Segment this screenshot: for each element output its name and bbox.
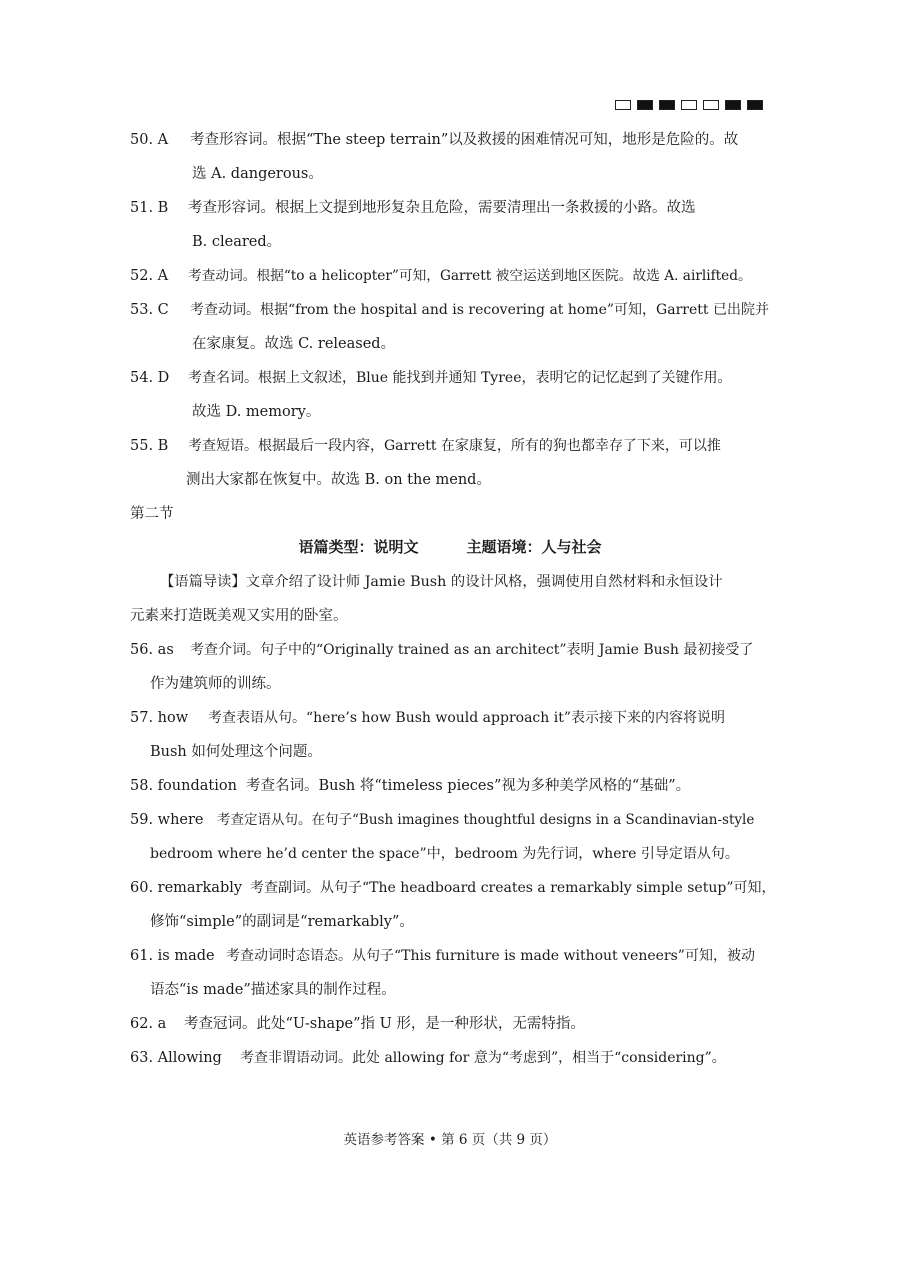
answer-number: 60. remarkably bbox=[130, 880, 243, 896]
answer-item bbox=[130, 708, 725, 728]
answer-number: 54. D bbox=[130, 370, 170, 386]
answer-explanation-continued: 修饰“simple”的副词是“remarkably”。 bbox=[150, 914, 414, 930]
passage-intro: 【语篇导读】文章介绍了设计师 Jamie Bush 的设计风格，强调使用自然材料和永恒设计 bbox=[160, 574, 723, 590]
page-footer: 英语参考答案 • 第 6 页（共 9 页） bbox=[343, 1132, 557, 1148]
answer-explanation-continued: 语态“is made”描述家具的制作过程。 bbox=[150, 982, 396, 998]
answer-number: 52. A bbox=[130, 268, 169, 284]
header-marks bbox=[615, 100, 763, 110]
answer-number: 56. as bbox=[130, 642, 174, 658]
answer-number: 61. is made bbox=[130, 948, 215, 964]
answer-explanation: 考查名词。根据上文叙述，Blue 能找到并通知 Tyree，表明它的记忆起到了关键作用。 bbox=[188, 370, 732, 386]
answer-explanation: 考查非谓语动词。此处 allowing for 意为“考虑到”，相当于“considering”。 bbox=[240, 1050, 726, 1066]
answer-item bbox=[130, 946, 755, 966]
answer-number: 51. B bbox=[130, 200, 169, 216]
answer-explanation: 考查表语从句。“here’s how Bush would approach it”表示接下来的内容将说明 bbox=[208, 710, 725, 726]
answer-item bbox=[130, 810, 755, 830]
header-mark bbox=[615, 100, 631, 110]
answer-explanation: 考查介词。句子中的“Originally trained as an architect”表明 Jamie Bush 最初接受了 bbox=[190, 642, 754, 658]
passage-type: 语篇类型：说明文 bbox=[298, 538, 419, 556]
answer-item bbox=[130, 1014, 585, 1034]
answer-explanation-continued: 测出大家都在恢复中。故选 B. on the mend。 bbox=[186, 472, 491, 488]
answer-item bbox=[130, 878, 776, 898]
answer-number: 50. A bbox=[130, 132, 169, 148]
answer-explanation-continued: B. cleared。 bbox=[192, 234, 282, 250]
answer-explanation: 考查冠词。此处“U-shape”指 U 形，是一种形状，无需特指。 bbox=[184, 1016, 585, 1032]
answer-explanation-continued: Bush 如何处理这个问题。 bbox=[150, 744, 322, 760]
answer-item bbox=[130, 368, 732, 388]
answer-number: 55. B bbox=[130, 438, 169, 454]
answer-item bbox=[130, 130, 739, 150]
section-title: 第二节 bbox=[130, 506, 174, 522]
answer-number: 62. a bbox=[130, 1016, 167, 1032]
answer-explanation-continued: 选 A. dangerous。 bbox=[192, 166, 323, 182]
answer-explanation-continued: 在家康复。故选 C. released。 bbox=[192, 336, 396, 352]
answer-explanation: 考查形容词。根据上文提到地形复杂且危险，需要清理出一条救援的小路。故选 bbox=[188, 200, 696, 216]
passage-intro-continued: 元素来打造既美观又实用的卧室。 bbox=[130, 608, 348, 624]
answer-explanation: 考查短语。根据最后一段内容，Garrett 在家康复，所有的狗也都幸存了下来，可以推 bbox=[188, 438, 721, 454]
header-mark bbox=[747, 100, 763, 110]
answer-item bbox=[130, 198, 696, 218]
answer-explanation: 考查定语从句。在句子“Bush imagines thoughtful designs in a Scandinavian-style bbox=[217, 812, 755, 828]
answer-item bbox=[130, 300, 769, 320]
answer-number: 57. how bbox=[130, 710, 189, 726]
answer-explanation: 考查动词时态语态。从句子“This furniture is made without veneers”可知，被动 bbox=[226, 948, 755, 964]
answer-explanation: 考查副词。从句子“The headboard creates a remarkably simple setup”可知， bbox=[250, 880, 776, 896]
answer-explanation: 考查名词。Bush 将“timeless pieces”视为多种美学风格的“基础”。 bbox=[246, 778, 691, 794]
answer-item bbox=[130, 436, 721, 456]
header-mark bbox=[725, 100, 741, 110]
passage-genre-line bbox=[0, 536, 900, 557]
header-mark bbox=[681, 100, 697, 110]
header-mark bbox=[703, 100, 719, 110]
answer-explanation-continued: 故选 D. memory。 bbox=[192, 404, 321, 420]
answer-explanation: 考查动词。根据“from the hospital and is recovering at home”可知，Garrett 已出院并 bbox=[190, 302, 769, 318]
answer-explanation-continued: bedroom where he’d center the space”中，bedroom 为先行词，where 引导定语从句。 bbox=[150, 846, 739, 862]
answer-explanation: 考查动词。根据“to a helicopter”可知，Garrett 被空运送到地区医院。故选 A. airlifted。 bbox=[188, 268, 752, 284]
answer-number: 59. where bbox=[130, 812, 204, 828]
answer-item bbox=[130, 640, 754, 660]
answer-item bbox=[130, 266, 752, 286]
answer-number: 63. Allowing bbox=[130, 1050, 222, 1066]
answer-explanation: 考查形容词。根据“The steep terrain”以及救援的困难情况可知，地形是危险的。故 bbox=[190, 132, 739, 148]
answer-item bbox=[130, 1048, 726, 1068]
header-mark bbox=[637, 100, 653, 110]
answer-number: 53. C bbox=[130, 302, 169, 318]
answer-number: 58. foundation bbox=[130, 778, 237, 794]
answer-explanation-continued: 作为建筑师的训练。 bbox=[150, 676, 281, 692]
answer-item bbox=[130, 776, 691, 796]
header-mark bbox=[659, 100, 675, 110]
passage-theme: 主题语境：人与社会 bbox=[466, 538, 602, 556]
